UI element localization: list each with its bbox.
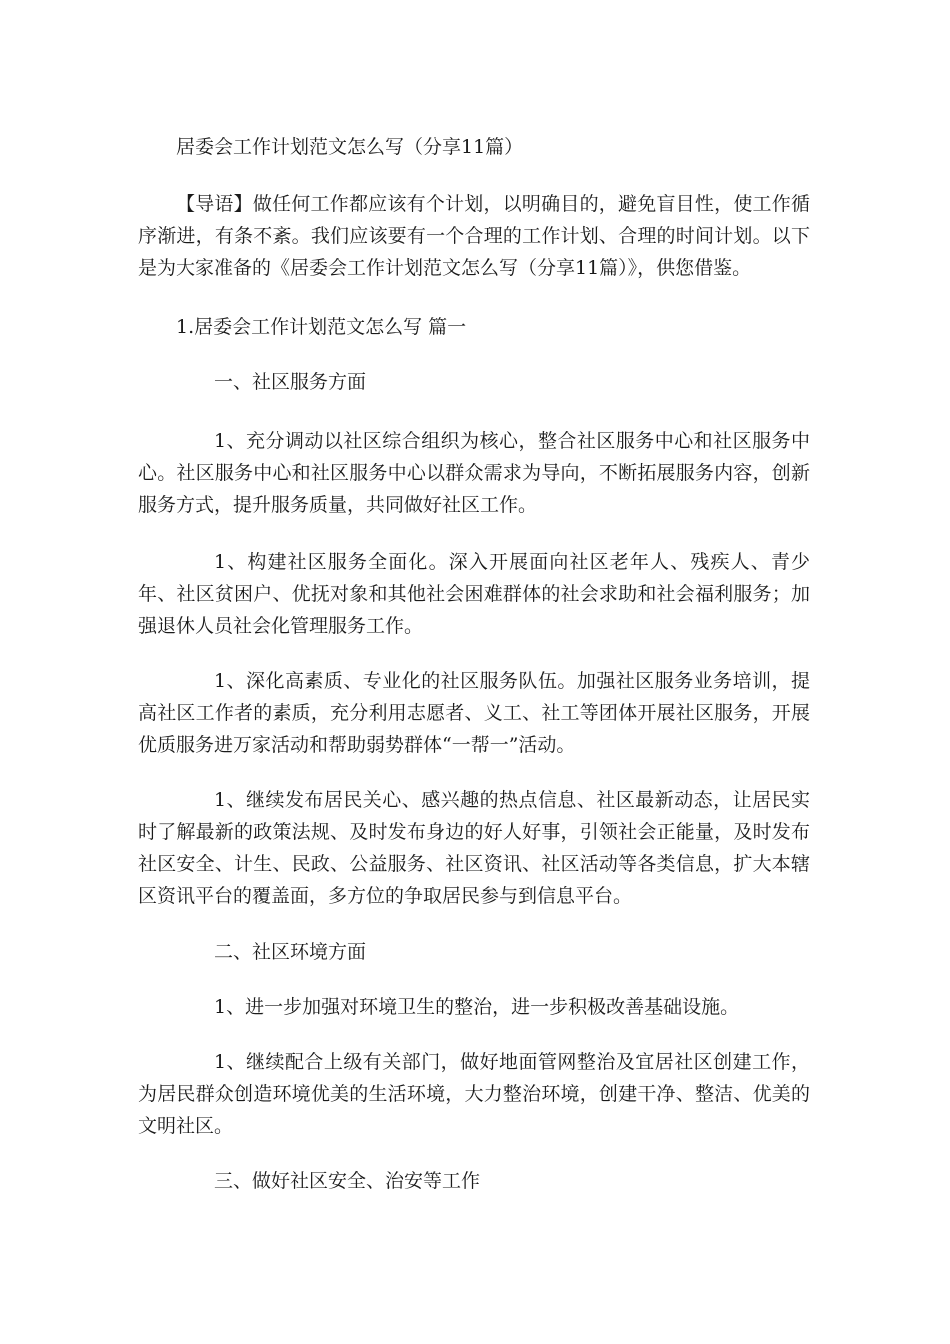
paragraph-service-3: 1、深化高素质、专业化的社区服务队伍。加强社区服务业务培训，提高社区工作者的素质，充分利用志愿者、义工、社工等团体开展社区服务，开展优质服务进万家活动和帮助弱势群体“一帮一”活动。 [138,670,810,756]
section-heading-service: 一、社区服务方面 [214,371,367,393]
section-heading-environment: 二、社区环境方面 [214,941,367,963]
paragraph-service-1: 1、充分调动以社区综合组织为核心，整合社区服务中心和社区服务中心。社区服务中心和社区服务中心以群众需求为导向，不断拓展服务内容，创新服务方式，提升服务质量，共同做好社区工作。 [138,430,810,516]
paragraph-service-2: 1、构建社区服务全面化。深入开展面向社区老年人、残疾人、青少年、社区贫困户、优抚对象和其他社会困难群体的社会求助和社会福利服务；加强退休人员社会化管理服务工作。 [138,551,810,637]
paragraph-environment-2: 1、继续配合上级有关部门，做好地面管网整治及宜居社区创建工作，为居民群众创造环境优美的生活环境，大力整治环境，创建干净、整洁、优美的文明社区。 [138,1051,810,1137]
intro-paragraph: 【导语】做任何工作都应该有个计划，以明确目的，避免盲目性，使工作循序渐进，有条不紊。我们应该要有一个合理的工作计划、合理的时间计划。以下是为大家准备的《居委会工作计划范文怎么写（分享11篇）》，供您借鉴。 [138,193,810,279]
section-heading-safety: 三、做好社区安全、治安等工作 [214,1170,481,1192]
document-title: 居委会工作计划范文怎么写（分享11篇） [176,136,524,158]
paragraph-environment-1: 1、进一步加强对环境卫生的整治，进一步积极改善基础设施。 [214,996,740,1018]
article-heading: 1.居委会工作计划范文怎么写 篇一 [176,316,467,338]
paragraph-service-4: 1、继续发布居民关心、感兴趣的热点信息、社区最新动态，让居民实时了解最新的政策法规、及时发布身边的好人好事，引领社会正能量，及时发布社区安全、计生、民政、公益服务、社区资讯、社区活动等各类信息，扩大本辖区资讯平台的覆盖面，多方位的争取居民参与到信息平台。 [138,789,810,907]
